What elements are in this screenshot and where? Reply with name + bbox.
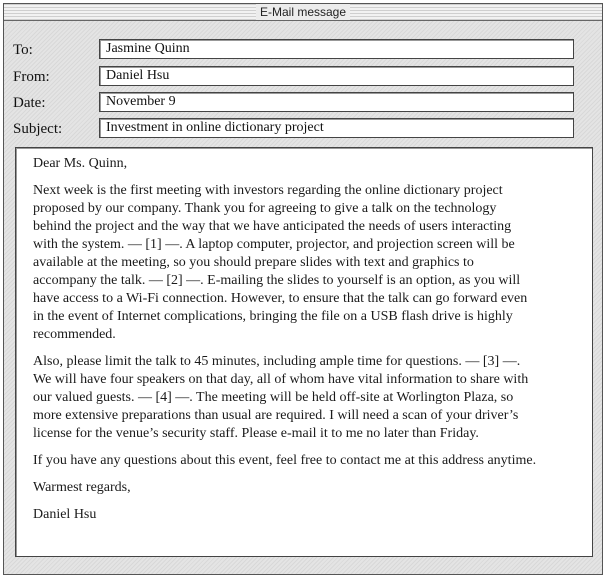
paragraph-line: with the system. — [1] —. A laptop computer, projector, and projection screen will be: [33, 237, 515, 252]
paragraph-2: [33, 353, 582, 443]
to-label: To:: [13, 42, 33, 58]
paragraph-line: proposed by our company. Thank you for agreeing to give a talk on the technology: [33, 201, 497, 216]
subject-field[interactable]: Investment in online dictionary project: [99, 118, 574, 138]
subject-label: Subject:: [13, 121, 63, 137]
paragraph-line: license for the venue’s security staff. Please e-mail it to me no later than Friday.: [33, 426, 479, 441]
paragraph-line: our valued guests. — [4] —. The meeting will be held off-site at Worlington Plaza, so: [33, 390, 514, 405]
title-bar: [4, 4, 602, 21]
window-title: E-Mail message: [256, 4, 350, 20]
date-label: Date:: [13, 95, 46, 111]
paragraph-line: Next week is the first meeting with investors regarding the online dictionary project: [33, 183, 503, 198]
paragraph-line: recommended.: [33, 327, 116, 342]
subject-row: [4, 118, 602, 140]
from-row: [4, 66, 602, 88]
paragraph-line: behind the project and the way that we have anticipated the needs of users interacting: [33, 219, 512, 234]
from-field[interactable]: Daniel Hsu: [99, 66, 574, 86]
paragraph-3: If you have any questions about this event, feel free to contact me at this address anytime.: [33, 453, 537, 468]
date-row: [4, 92, 602, 114]
greeting: Dear Ms. Quinn,: [33, 156, 128, 171]
signature: Daniel Hsu: [33, 507, 97, 522]
paragraph-line: more extensive preparations than usual are required. I will need a scan of your driver’s: [33, 408, 519, 423]
from-label: From:: [13, 69, 50, 85]
paragraph-line: in the event of Internet complications, bringing the file on a USB flash drive is highly: [33, 309, 513, 324]
paragraph-line: accompany the talk. — [2] —. E-mailing the slides to yourself is an option, as you will: [33, 273, 521, 288]
to-row: [4, 39, 602, 61]
paragraph-line: We will have four speakers on that day, all of whom have vital information to share with: [33, 372, 529, 387]
email-window: [3, 3, 603, 575]
closing: Warmest regards,: [33, 480, 131, 495]
paragraph-line: available at the meeting, so you should prepare slides with text and graphics to: [33, 255, 474, 270]
date-field[interactable]: November 9: [99, 92, 574, 112]
paragraph-line: Also, please limit the talk to 45 minutes, including ample time for questions. — [3] —.: [33, 354, 521, 369]
paragraph-1: [33, 182, 582, 344]
to-field[interactable]: Jasmine Quinn: [99, 39, 574, 59]
message-body[interactable]: [15, 147, 593, 557]
paragraph-line: have access to a Wi-Fi connection. However, to ensure that the talk can go forward even: [33, 291, 528, 306]
